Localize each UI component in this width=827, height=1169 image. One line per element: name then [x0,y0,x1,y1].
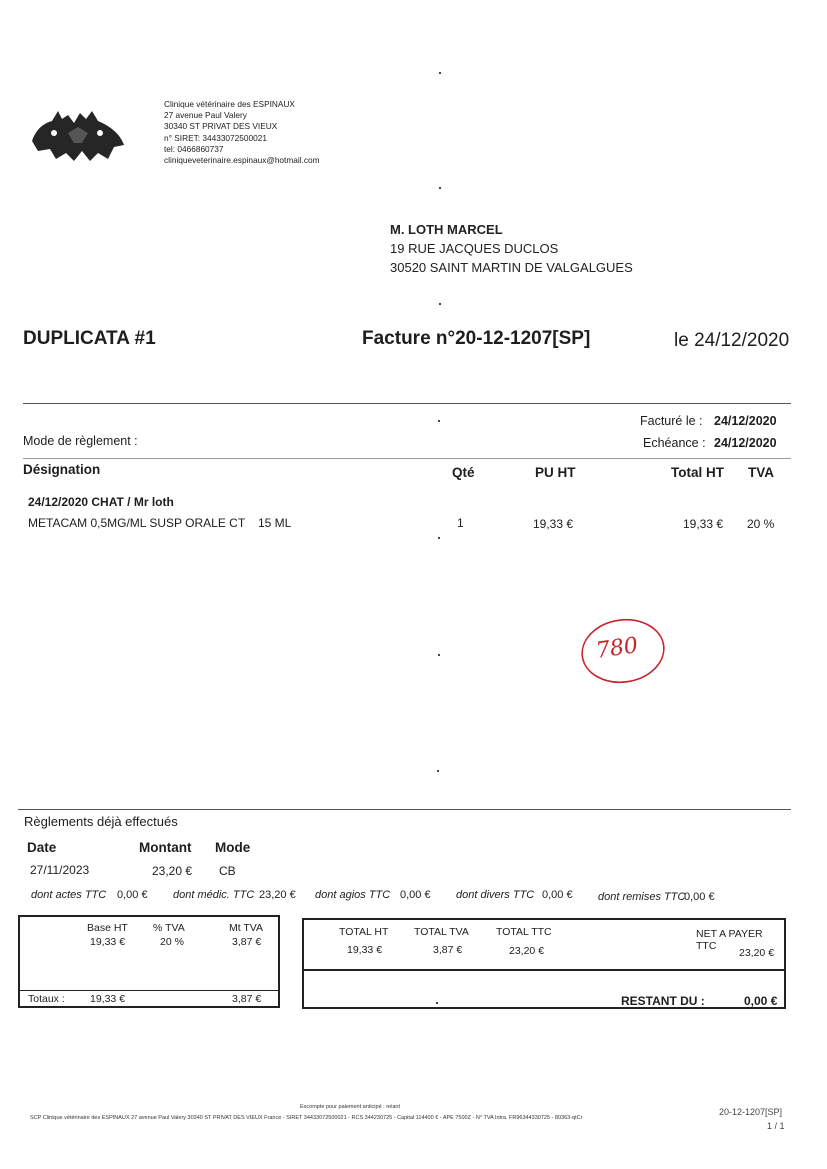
due-date: 24/12/2020 [714,436,777,450]
medic-value: 23,20 € [259,889,296,901]
scan-speck [439,303,441,305]
col-tva: TVA [748,465,774,480]
footer-escompte: Escompte pour paiement anticipé : néant [300,1104,400,1110]
clinic-address1: 27 avenue Paul Valery [164,110,247,121]
divider [18,809,791,810]
clinic-info [164,99,320,166]
agios-value: 0,00 € [400,889,431,901]
clinic-name: Clinique vétérinaire des ESPINAUX [164,99,295,109]
payments-title: Règlements déjà effectués [24,814,178,829]
payments-col-mode: Mode [215,840,251,855]
clinic-tel: tel: 0466860737 [164,143,224,154]
line-designation: METACAM 0,5MG/ML SUSP ORALE CT [28,516,246,530]
total-ht: 19,33 € [347,944,383,956]
scan-speck [438,654,440,656]
due-label: Echéance : [643,436,706,450]
net-label: NET A PAYER TTC [696,928,763,952]
footer-page: 1 / 1 [767,1121,785,1131]
net-value: 23,20 € [739,947,775,959]
restant-value: 0,00 € [744,994,778,1008]
total-tva: 3,87 € [433,944,463,956]
totals-divider [304,969,784,971]
clinic-siret: n° SIRET: 34433072500021 [164,132,267,143]
totals-box [302,918,786,1009]
actes-value: 0,00 € [117,889,148,901]
handwritten-annotation [580,616,666,684]
total-ttc: 23,20 € [509,945,545,957]
scan-speck [437,770,439,772]
client-name: M. LOTH MARCEL [390,222,503,237]
remises-label: dont remises TTC [598,891,686,903]
footer-legal: SCP Clinique vétérinaire des ESPINAUX 27 avenue Paul Valery 30340 ST PRIVAT DES VIEUX France - SIRET 34433072500021 - RCS 344230725 - Capital 114400 € - APE 7500Z - N° TVA Intra. FR96344330725 - 80363-qtCr [30,1115,583,1121]
col-total: Total HT [671,465,724,480]
total-ht-label: TOTAL HT [339,926,389,938]
client-address2: 30520 SAINT MARTIN DE VALGALGUES [390,260,633,275]
vat-divider [20,990,278,991]
invoiced-label: Facturé le : [640,414,703,428]
scan-speck [439,187,441,189]
scan-speck [436,1002,438,1004]
payments-col-date: Date [27,840,57,855]
col-pu: PU HT [535,465,576,480]
line-pu: 19,33 € [533,517,574,531]
agios-label: dont agios TTC [315,889,391,901]
vat-col-base: Base HT [87,922,128,934]
payment-mode: CB [219,864,236,878]
divider [23,458,791,459]
divider [23,403,791,404]
line-total: 19,33 € [683,517,724,531]
actes-label: dont actes TTC [31,889,107,901]
col-designation: Désignation [23,462,101,477]
vat-totals-mt: 3,87 € [232,993,262,1005]
handwritten-number: 780 [594,633,640,664]
invoiced-date: 24/12/2020 [714,414,777,428]
client-address1: 19 RUE JACQUES DUCLOS [390,241,559,256]
payment-amount: 23,20 € [152,864,193,878]
client-address [390,220,633,277]
line-size: 15 ML [258,516,292,530]
vat-mt: 3,87 € [232,936,262,948]
invoice-number: Facture n°20-12-1207[SP] [362,328,591,349]
scan-speck [438,537,440,539]
clinic-address2: 30340 ST PRIVAT DES VIEUX [164,121,278,132]
divers-label: dont divers TTC [456,889,535,901]
clinic-logo [28,103,128,165]
clinic-email: cliniqueveterinaire.espinaux@hotmail.com [164,155,320,166]
vat-totals-base: 19,33 € [90,993,126,1005]
payment-mode-label: Mode de règlement : [23,434,138,448]
col-qty: Qté [452,465,475,480]
footer-ref: 20-12-1207[SP] [719,1107,783,1117]
vat-base: 19,33 € [90,936,126,948]
divers-value: 0,00 € [542,889,573,901]
total-tva-label: TOTAL TVA [414,926,469,938]
duplicata-label: DUPLICATA #1 [23,328,156,349]
vat-summary-box [18,915,280,1008]
scan-speck [438,420,440,422]
invoice-date: le 24/12/2020 [674,330,790,351]
vat-col-pct: % TVA [153,922,185,934]
vat-col-mt: Mt TVA [229,922,264,934]
scan-speck [439,72,441,74]
payment-date: 27/11/2023 [30,863,90,877]
vat-totals-label: Totaux : [28,993,65,1005]
line-qty: 1 [457,516,464,530]
payments-col-amount: Montant [139,840,192,855]
restant-label: RESTANT DU : [621,994,705,1008]
remises-value: 0,00 € [684,891,715,903]
line-tva: 20 % [747,517,775,531]
line-group: 24/12/2020 CHAT / Mr loth [28,495,174,509]
vat-pct: 20 % [160,936,184,948]
total-ttc-label: TOTAL TTC [496,926,552,938]
medic-label: dont médic. TTC [173,889,255,901]
